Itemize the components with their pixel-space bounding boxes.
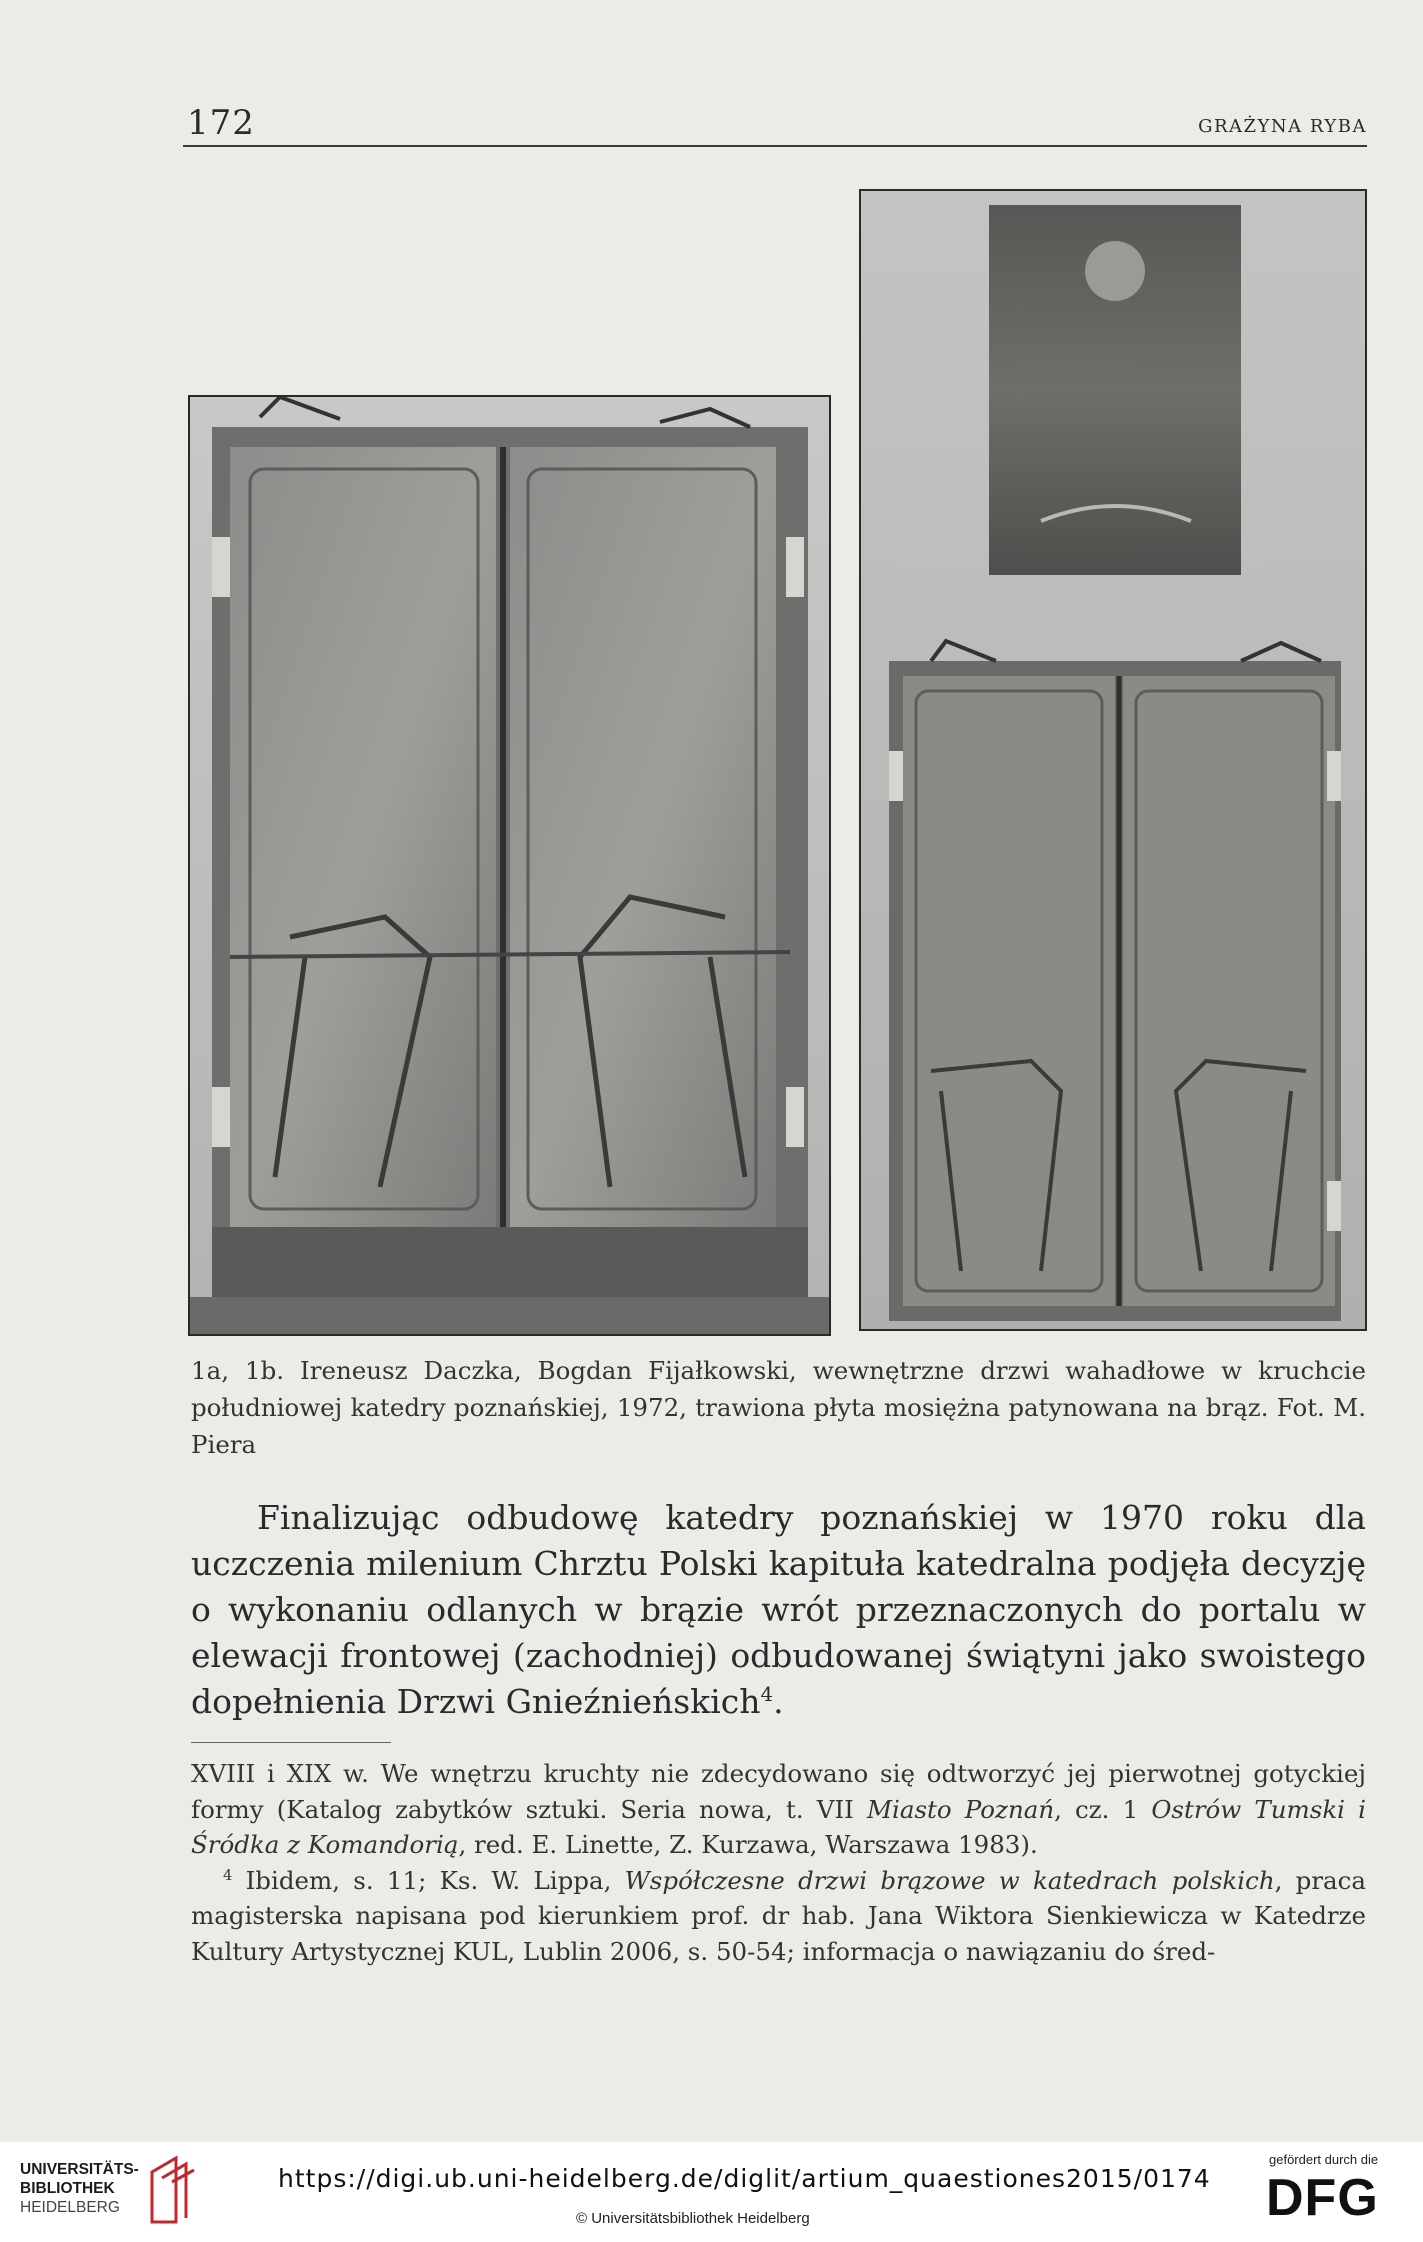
footnote-text: Ibidem, s. 11; Ks. W. Lippa, (232, 1865, 625, 1895)
library-logo-line1: UNIVERSITÄTS- (20, 2161, 139, 2178)
footnote-text: , praca magisterska napisana pod kierunkiem prof. dr hab. Jana Wiktora Sienkiewicza w Katedrze Kultury Artystycznej KUL, Lublin 2006, s. 50-54; informacja o nawiązaniu do śred- (191, 1865, 1366, 1966)
header-rule (183, 145, 1367, 147)
door-with-painting-illustration (861, 191, 1365, 1329)
digitization-footer (0, 2142, 1423, 2242)
running-head: GRAŻYNA RYBA (1198, 116, 1367, 137)
footnote-4 (191, 1863, 1366, 1970)
funding-note: gefördert durch die (1269, 2152, 1379, 2167)
dfg-logo[interactable]: DFG (1266, 2169, 1379, 2227)
footnote-italic: Ostrów Tumski i Śródka z Komandorią (191, 1794, 1366, 1859)
door-illustration (190, 397, 829, 1334)
footnote-continued (191, 1756, 1366, 1863)
page-number: 172 (187, 103, 255, 143)
library-logo-line3: HEIDELBERG (20, 2199, 120, 2216)
footnote-rule (191, 1742, 391, 1743)
library-logo[interactable] (20, 2160, 139, 2217)
door-photo-1a (188, 395, 831, 1336)
body-text-end: . (773, 1682, 784, 1721)
footnote-ref: 4 (760, 1683, 774, 1706)
body-paragraph (191, 1495, 1366, 1725)
footnotes (191, 1756, 1366, 1969)
footnote-number: 4 (223, 1866, 233, 1884)
body-text: Finalizując odbudowę katedry poznańskiej w 1970 roku dla uczczenia milenium Chrztu Polski kapituła katedralna podjęła decyzję o wykonaniu odlanych w brązie wrót przeznaczonych do portalu w elewacji frontowej (zachodniej) odbudowanej świątyni jako swoistego dopełnienia Drzwi Gnieźnieńskich (191, 1498, 1366, 1721)
figure-caption: 1a, 1b. Ireneusz Daczka, Bogdan Fijałkowski, wewnętrzne drzwi wahadłowe w kruchcie południowej katedry poznańskiej, 1972, trawiona płyta mosiężna patynowana na brąz. Fot. M. Piera (191, 1356, 1366, 1459)
door-photo-1b (859, 189, 1367, 1331)
permalink-url[interactable]: https://digi.ub.uni-heidelberg.de/diglit/artium_quaestiones2015/0174 (278, 2164, 1211, 2193)
copyright-notice: © Universitätsbibliothek Heidelberg (576, 2210, 810, 2227)
library-logo-line2: BIBLIOTHEK (20, 2180, 115, 2197)
footnote-text: XVIII i XIX w. We wnętrzu kruchty nie zdecydowano się odtworzyć jej pierwotnej gotyckiej formy (Katalog zabytków sztuki. Seria nowa, t. VII (191, 1759, 1366, 1824)
footnote-italic: Miasto Poznań (866, 1794, 1055, 1824)
footnote-text: , red. E. Linette, Z. Kurzawa, Warszawa 1983). (458, 1830, 1038, 1859)
footnote-text: , cz. 1 (1054, 1794, 1152, 1824)
library-mark-icon (146, 2152, 198, 2228)
footnote-italic: Współczesne drzwi brązowe w katedrach polskich (624, 1865, 1275, 1895)
